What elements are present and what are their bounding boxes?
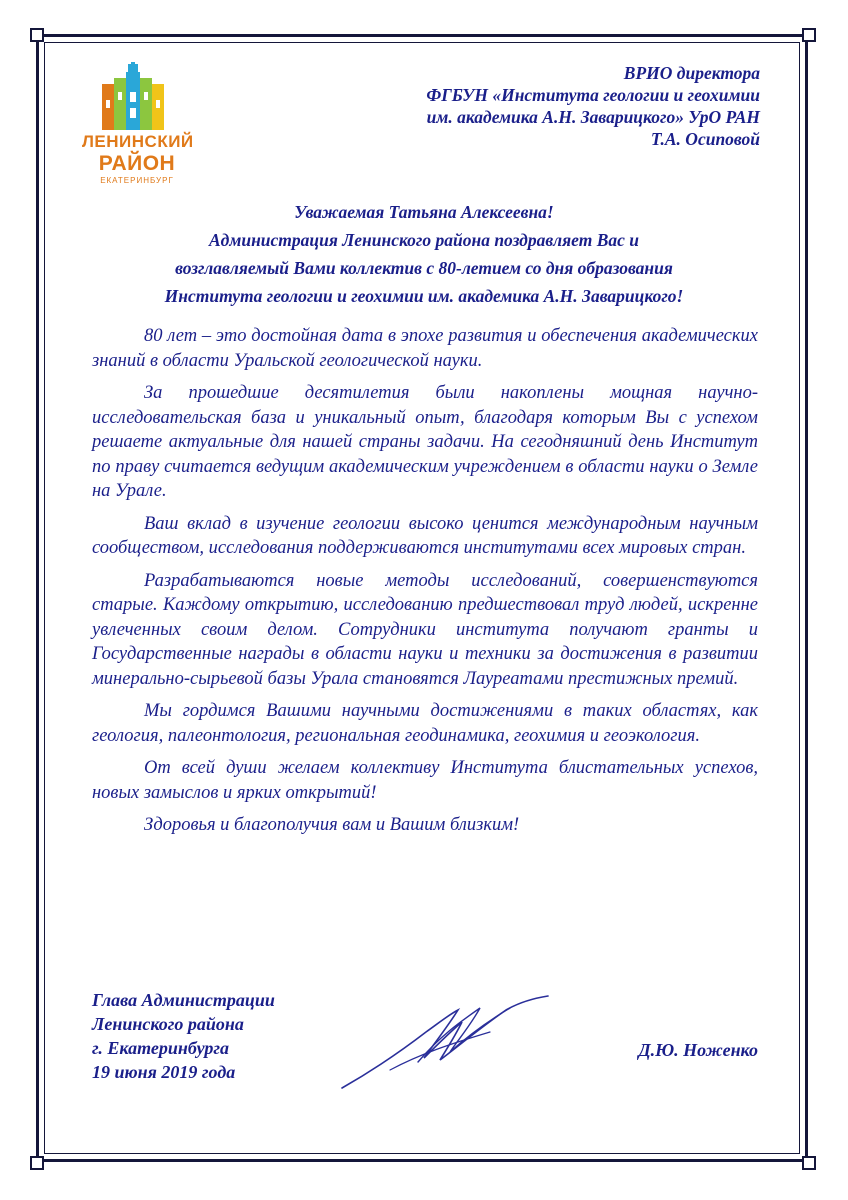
- letter-heading: [60, 198, 788, 310]
- body-paragraph: За прошедшие десятилетия были накоплены мощная научно-исследовательская база и уникальный опыт, благодаря которым Вы с успехом решаете актуальные для нашей страны задачи. На сегодняшний день Институт по праву считается ведущим академическим учреждением в области науки о Земле на Урале.: [92, 383, 758, 501]
- logo-text: ЕКАТЕРИНБУРГ: [100, 176, 174, 185]
- body-paragraph: От всей души желаем коллективу Института блистательных успехов, новых замыслов и ярких открытий!: [92, 758, 758, 803]
- border-corner-ornament: [30, 1156, 44, 1170]
- handwritten-signature: [330, 992, 560, 1102]
- building-icon: [82, 62, 192, 132]
- heading-line: Института геологии и геохимии им. академика А.Н. Заварицкого!: [164, 286, 684, 306]
- addressee-line: им. академика А.Н. Заварицкого» УрО РАН: [426, 107, 760, 127]
- logo-text: РАЙОН: [98, 152, 176, 175]
- district-logo: [82, 62, 192, 192]
- body-paragraph: Мы гордимся Вашими научными достижениями в таких областях, как геология, палеонтология, региональная геодинамика, геохимия и геоэкология.: [92, 701, 758, 746]
- heading-line: возглавляемый Вами коллектив с 80-летием со дня образования: [175, 258, 673, 278]
- body-paragraph: Здоровья и благополучия вам и Вашим близким!: [144, 815, 520, 835]
- addressee-block: [426, 62, 760, 150]
- border-corner-ornament: [802, 28, 816, 42]
- heading-line: Администрация Ленинского района поздравляет Вас и: [209, 230, 639, 250]
- border-corner-ornament: [802, 1156, 816, 1170]
- body-paragraph: Разрабатываются новые методы исследований, совершенствуются старые. Каждому открытию, исследованию предшествовал труд людей, искренне увлеченных своим делом. Сотрудники института получают гранты и Государственные награды в области науки и техники за достижения в развитии минерально-сырьевой базы Урала становятся Лауреатами престижных премий.: [92, 570, 758, 689]
- addressee-line: ФГБУН «Института геологии и геохимии: [426, 85, 760, 105]
- salutation: Уважаемая Татьяна Алексеевна!: [294, 202, 554, 222]
- signer-title: г. Екатеринбурга: [92, 1038, 229, 1058]
- signer-title: Ленинского района: [92, 1014, 244, 1034]
- letter-body: [92, 324, 758, 838]
- letter-date: 19 июня 2019 года: [92, 1062, 236, 1082]
- signer-name: Д.Ю. Ноженко: [638, 1040, 758, 1060]
- body-paragraph: Ваш вклад в изучение геологии высоко ценится международным научным сообществом, исследования поддерживаются институтами всех мировых стран.: [92, 513, 758, 558]
- addressee-line: ВРИО директора: [623, 63, 760, 83]
- addressee-line: Т.А. Осиповой: [650, 129, 760, 149]
- border-corner-ornament: [30, 28, 44, 42]
- signer-block: [92, 988, 275, 1084]
- body-paragraph: 80 лет – это достойная дата в эпохе развития и обеспечения академических знаний в области Уральской геологической науки.: [92, 326, 758, 371]
- logo-text: ЛЕНИНСКИЙ: [82, 132, 194, 151]
- signer-title: Глава Администрации: [92, 990, 275, 1010]
